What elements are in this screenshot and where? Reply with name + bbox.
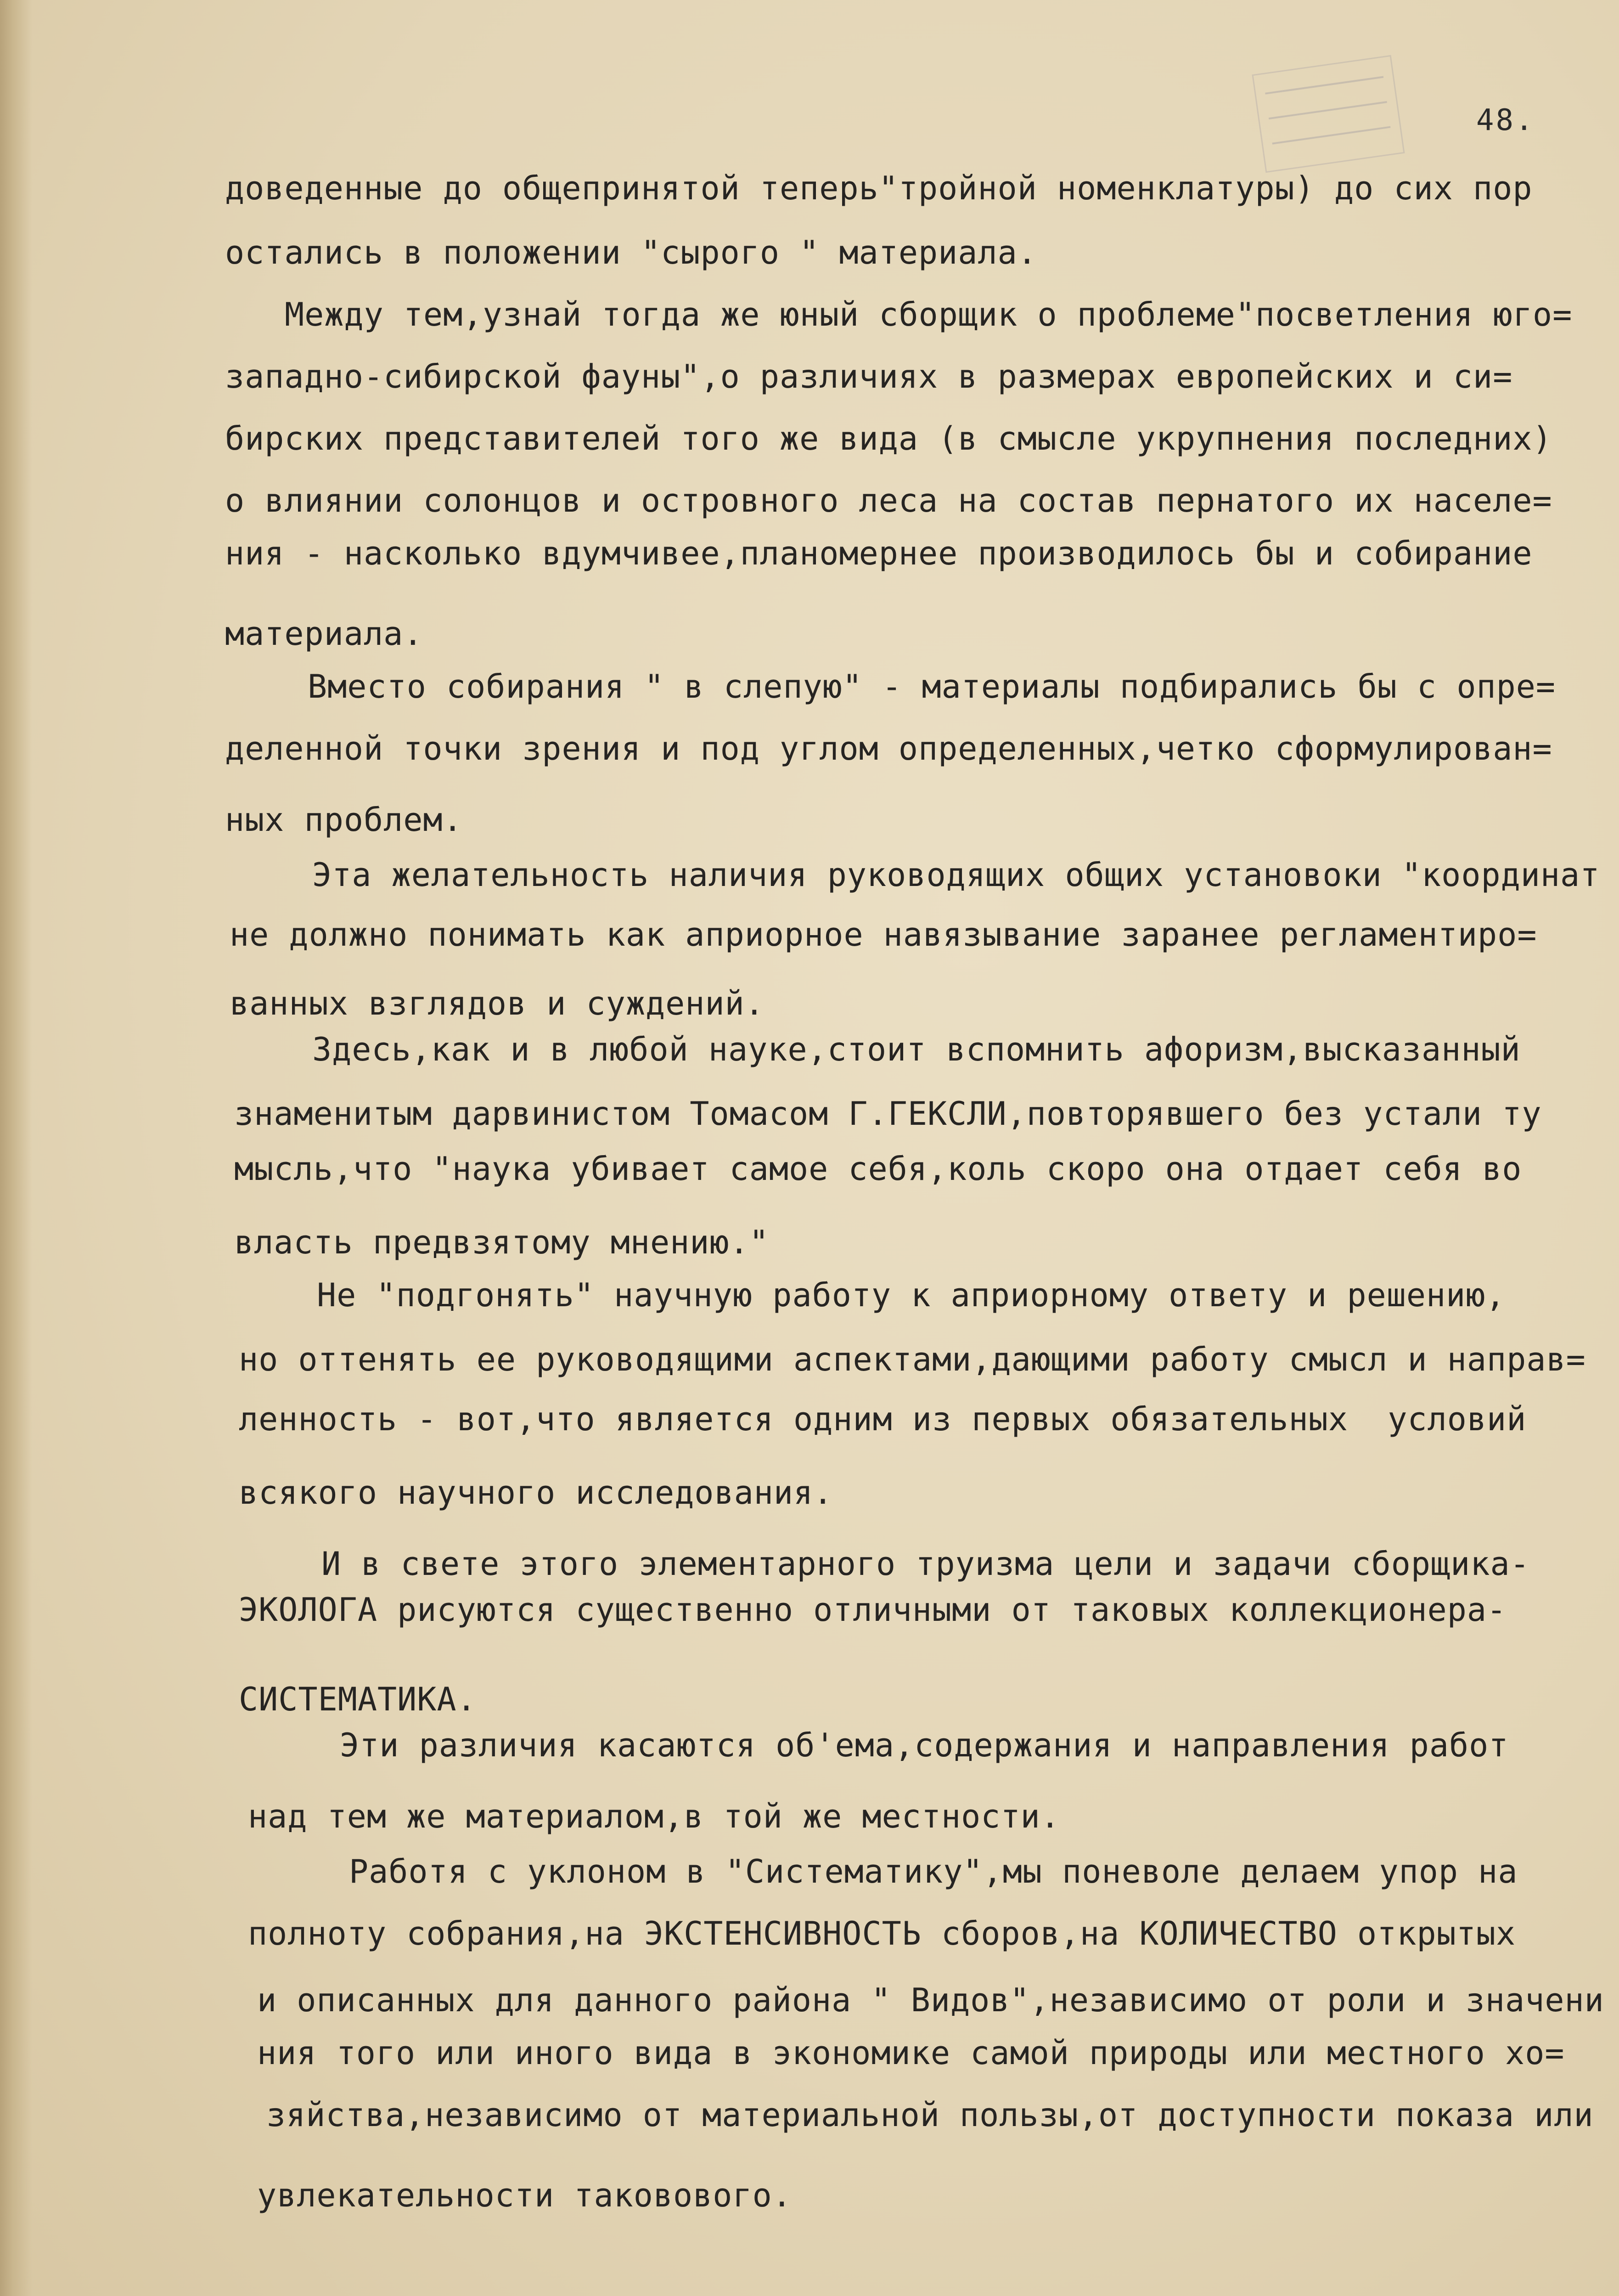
page-edge-shadow xyxy=(0,0,32,2296)
text-line: остались в положении "сырого " материала. xyxy=(225,234,1037,271)
text-line: ЭКОЛОГА рисуются существенно отличными от таковых коллекционера- xyxy=(239,1591,1507,1629)
page-number: 48. xyxy=(1476,103,1535,137)
text-line: Вместо собирания " в слепую" - материалы подбирались бы с опре= xyxy=(308,668,1556,705)
text-line: Работя с уклоном в "Систематику",мы поневоле делаем упор на xyxy=(349,1853,1518,1890)
text-line: доведенные до общепринятой теперь"тройной номенклатуры) до сих пор xyxy=(225,169,1533,207)
text-line: зяйства,независимо от материальной пользы,от доступности показа или xyxy=(266,2096,1594,2134)
text-line: И в свете этого элементарного труизма цели и задачи сборщика- xyxy=(321,1545,1530,1583)
text-line: Не "подгонять" научную работу к априорному ответу и решению, xyxy=(317,1276,1506,1314)
text-line: о влиянии солонцов и островного леса на состав пернатого их населе= xyxy=(225,482,1552,519)
archive-stamp xyxy=(1252,55,1405,173)
text-line: знаменитым дарвинистом Томасом Г.ГЕКСЛИ,повторявшего без устали ту xyxy=(234,1095,1542,1133)
text-line: ленность - вот,что является одним из первых обязательных условий xyxy=(239,1400,1527,1438)
text-line: над тем же материалом,в той же местности. xyxy=(248,1798,1060,1835)
text-line: не должно понимать как априорное навязывание заранее регламентиро= xyxy=(230,916,1537,953)
text-line: СИСТЕМАТИКА. xyxy=(239,1681,477,1718)
text-line: и описанных для данного района " Видов",независимо от роли и значени xyxy=(257,1981,1604,2019)
text-line: ных проблем. xyxy=(225,801,463,839)
text-line: деленной точки зрения и под углом определенных,четко сформулирован= xyxy=(225,730,1552,767)
text-line: всякого научного исследования. xyxy=(239,1474,833,1512)
text-line: Эти различия касаются об'ема,содержания и направления работ xyxy=(340,1726,1509,1764)
text-line: ния того или иного вида в экономике самой природы или местного хо= xyxy=(257,2034,1565,2072)
text-line: материала. xyxy=(225,615,423,653)
text-line: власть предвзятому мнению." xyxy=(234,1224,769,1261)
text-line: но оттенять ее руководящими аспектами,дающими работу смысл и направ= xyxy=(239,1341,1586,1378)
text-line: Между тем,узнай тогда же юный сборщик о проблеме"посветления юго= xyxy=(285,296,1573,333)
text-line: мысль,что "наука убивает самое себя,коль скоро она отдает себя во xyxy=(234,1150,1522,1188)
text-line: бирских представителей того же вида (в смысле укрупнения последних) xyxy=(225,420,1552,457)
text-line: полноту собрания,на ЭКСТЕНСИВНОСТЬ сборов,на КОЛИЧЕСТВО открытых xyxy=(248,1915,1516,1952)
text-line: увлекательности таковового. xyxy=(257,2177,792,2214)
text-line: западно-сибирской фауны",о различиях в размерах европейских и си= xyxy=(225,358,1513,395)
text-line: Эта желательность наличия руководящих общих установоки "координат xyxy=(312,856,1600,894)
text-line: ванных взглядов и суждений. xyxy=(230,985,765,1022)
text-line: Здесь,как и в любой науке,стоит вспомнить афоризм,высказанный xyxy=(312,1031,1521,1068)
text-line: ния - насколько вдумчивее,планомернее производилось бы и собирание xyxy=(225,535,1533,572)
